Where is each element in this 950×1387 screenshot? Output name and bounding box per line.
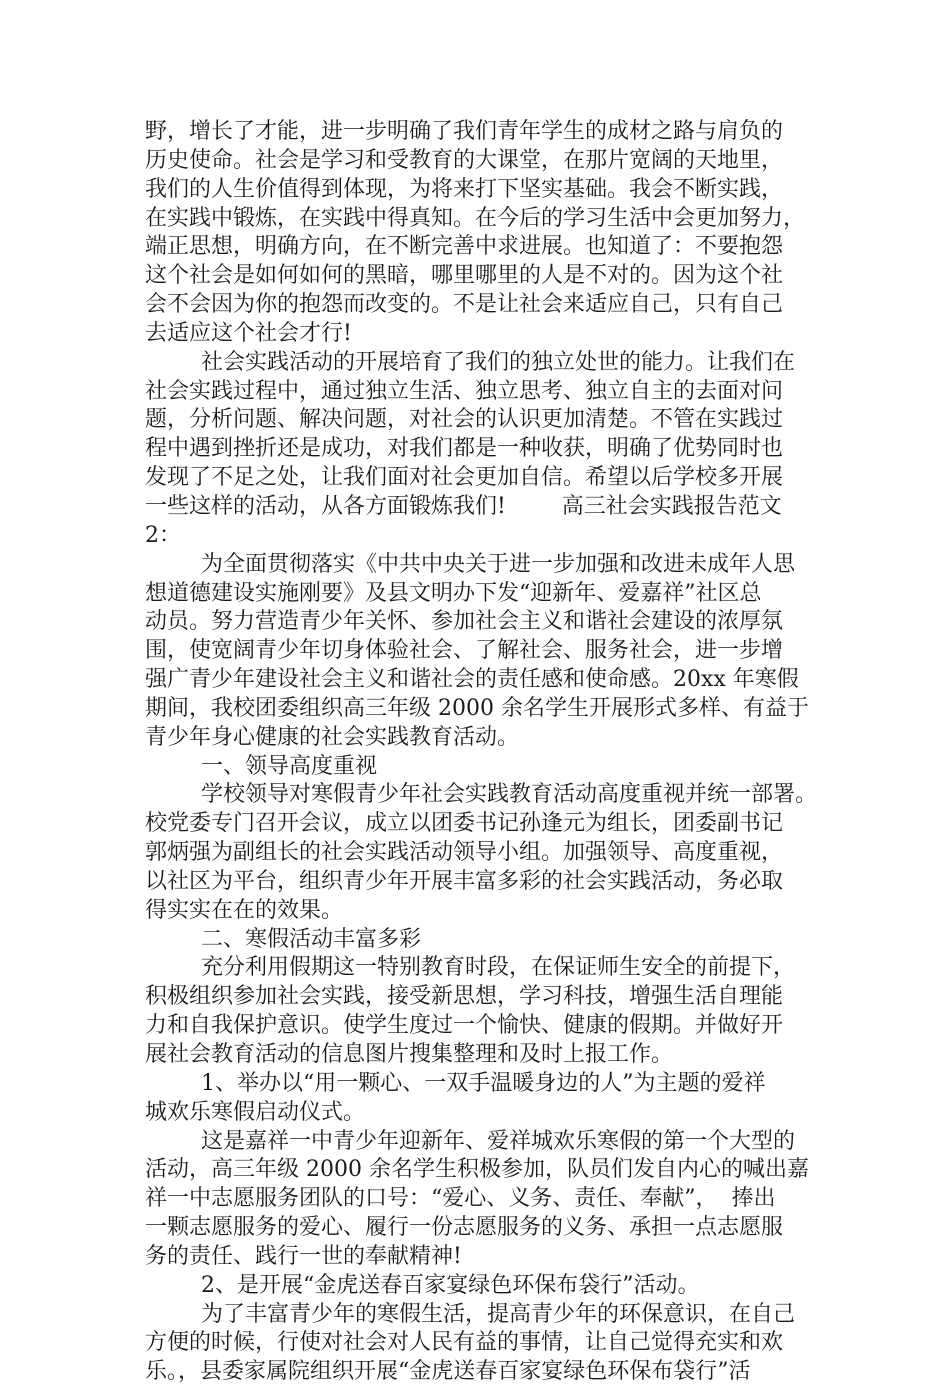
text-line: 乐。，县委家属院组织开展“金虎送春百家宴绿色环保布袋行”活 — [145, 1359, 751, 1385]
text-line: 期间，我校团委组织高三年级 2000 余名学生开展形式多样、有益于 — [145, 695, 809, 721]
text-line: 一些这样的活动，从各方面锻炼我们! 高三社会实践报告范文 — [145, 493, 782, 519]
text-line: 郭炳强为副组长的社会实践活动领导小组。加强领导、高度重视， — [145, 840, 784, 866]
text-line: 展社会教育活动的信息图片搜集整理和及时上报工作。 — [145, 1042, 674, 1067]
text-line: 在实践中锻炼，在实践中得真知。在今后的学习生活中会更加努力， — [145, 205, 806, 231]
text-line: 题，分析问题、解决问题，对社会的认识更加清楚。不管在实践过 — [145, 407, 784, 433]
text-line: 程中遇到挫折还是成功，对我们都是一种收获，明确了优势同时也 — [145, 436, 784, 462]
text-line: 以社区为平台，组织青少年开展丰富多彩的社会实践活动，务必取 — [145, 868, 784, 894]
text-line: 1、举办以“用一颗心、一双手温暖身边的人”为主题的爱祥 — [145, 1070, 766, 1096]
text-line: 为全面贯彻落实《中共中央关于进一步加强和改进未成年人思 — [145, 551, 795, 577]
text-line: 二、寒假活动丰富多彩 — [145, 926, 421, 952]
text-line: 强广青少年建设社会主义和谐社会的责任感和使命感。20xx 年寒假 — [145, 667, 799, 693]
text-line: 一、领导高度重视 — [145, 753, 377, 779]
text-line: 这是嘉祥一中青少年迎新年、爱祥城欢乐寒假的第一个大型的 — [145, 1128, 795, 1154]
text-line: 得实实在在的效果。 — [145, 897, 344, 923]
text-line: 2、是开展“金虎送春百家宴绿色环保布袋行”活动。 — [145, 1272, 700, 1298]
text-line: 青少年身心健康的社会实践教育活动。 — [145, 724, 520, 750]
text-line: 一颗志愿服务的爱心、履行一份志愿服务的义务、承担一点志愿服 — [145, 1215, 784, 1241]
text-line: 想道德建设实施刚要》及县文明办下发“迎新年、爱嘉祥”社区总 — [145, 580, 762, 606]
text-line: 这个社会是如何如何的黑暗，哪里哪里的人是不对的。因为这个社 — [145, 263, 784, 289]
text-line: 2： — [145, 522, 181, 548]
text-line: 活动，高三年级 2000 余名学生积极参加，队员们发自内心的喊出嘉 — [145, 1157, 809, 1183]
text-line: 充分利用假期这一特别教育时段，在保证师生安全的前提下， — [145, 955, 795, 981]
text-line: 发现了不足之处，让我们面对社会更加自信。希望以后学校多开展 — [145, 465, 784, 491]
text-line: 力和自我保护意识。使学生度过一个愉快、健康的假期。并做好开 — [145, 1013, 784, 1039]
text-line: 会不会因为你的抱怨而改变的。不是让社会来适应自己，只有自己 — [145, 292, 784, 318]
text-line: 祥一中志愿服务团队的口号：“爱心、义务、责任、奉献”， 捧出 — [145, 1186, 776, 1212]
text-line: 积极组织参加社会实践，接受新思想，学习科技，增强生活自理能 — [145, 984, 784, 1010]
document-body — [145, 118, 825, 1387]
text-line: 校党委专门召开会议，成立以团委书记孙逢元为组长，团委副书记 — [145, 811, 784, 837]
text-line: 去适应这个社会才行! — [145, 320, 352, 346]
text-line: 社会实践过程中，通过独立生活、独立思考、独立自主的去面对问 — [145, 378, 784, 404]
text-line: 历史使命。社会是学习和受教育的大课堂，在那片宽阔的天地里， — [145, 147, 784, 173]
text-line: 社会实践活动的开展培育了我们的独立处世的能力。让我们在 — [145, 349, 795, 375]
text-line: 我们的人生价值得到体现，为将来打下坚实基础。我会不断实践， — [145, 176, 784, 202]
text-line: 方便的时候，行使对社会对人民有益的事情，让自己觉得充实和欢 — [145, 1330, 784, 1356]
text-line: 城欢乐寒假启动仪式。 — [145, 1099, 366, 1125]
text-line: 野，增长了才能，进一步明确了我们青年学生的成材之路与肩负的 — [145, 119, 784, 144]
text-line: 为了丰富青少年的寒假生活，提高青少年的环保意识，在自己 — [145, 1301, 795, 1327]
text-line: 端正思想，明确方向，在不断完善中求进展。也知道了：不要抱怨 — [145, 234, 784, 260]
text-line: 动员。努力营造青少年关怀、参加社会主义和谐社会建设的浓厚氛 — [145, 609, 784, 635]
text-line: 围，使宽阔青少年切身体验社会、了解社会、服务社会，进一步增 — [145, 638, 784, 664]
text-line: 务的责任、践行一世的奉献精神! — [145, 1243, 462, 1269]
text-line: 学校领导对寒假青少年社会实践教育活动高度重视并统一部署。 — [145, 782, 817, 808]
